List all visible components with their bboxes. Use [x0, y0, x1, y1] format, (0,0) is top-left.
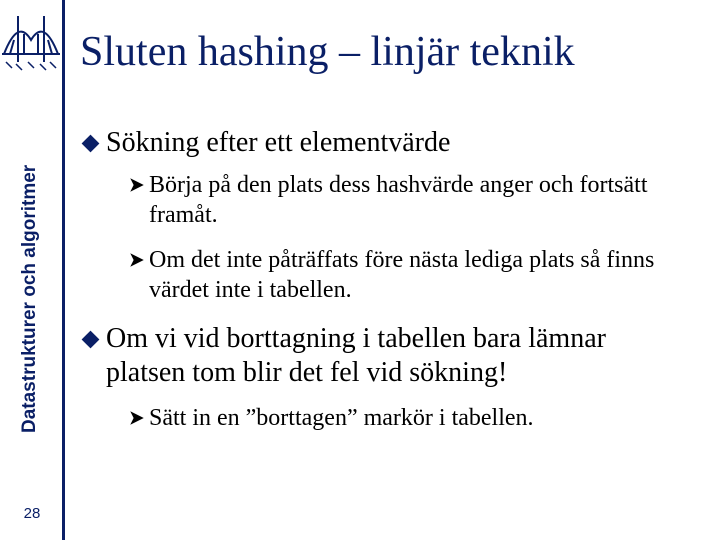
- arrowhead-bullet-icon: [128, 176, 146, 194]
- bullet-item: [80, 126, 690, 160]
- sub-bullet-text: Sätt in en ”borttagen” markör i tabellen.: [149, 405, 534, 431]
- course-title: Datastrukturer och algoritmer: [19, 164, 40, 433]
- bullet-item: [80, 322, 690, 390]
- sidebar-divider: [62, 0, 65, 540]
- sidebar: [0, 0, 62, 540]
- diamond-bullet-icon: [80, 329, 101, 350]
- diamond-bullet-icon: [80, 133, 101, 154]
- sub-bullet-item: [128, 245, 688, 305]
- sub-bullet-item: [128, 170, 688, 230]
- bullet-text: Om vi vid borttagning i tabellen bara lämnar platsen tom blir det fel vid sökning!: [106, 323, 606, 388]
- sub-bullet-text: Om det inte påträffats före nästa lediga plats så finns värdet inte i tabellen.: [149, 247, 655, 303]
- bridge-logo-icon: [2, 10, 60, 76]
- arrowhead-bullet-icon: [128, 251, 146, 269]
- sub-bullet-text: Börja på den plats dess hashvärde anger och fortsätt framåt.: [149, 172, 648, 228]
- sub-bullet-item: [128, 403, 688, 433]
- page-number: 28: [23, 505, 41, 522]
- arrowhead-bullet-icon: [128, 409, 146, 427]
- bullet-text: Sökning efter ett elementvärde: [106, 127, 451, 158]
- slide-title: Sluten hashing – linjär teknik: [80, 29, 575, 75]
